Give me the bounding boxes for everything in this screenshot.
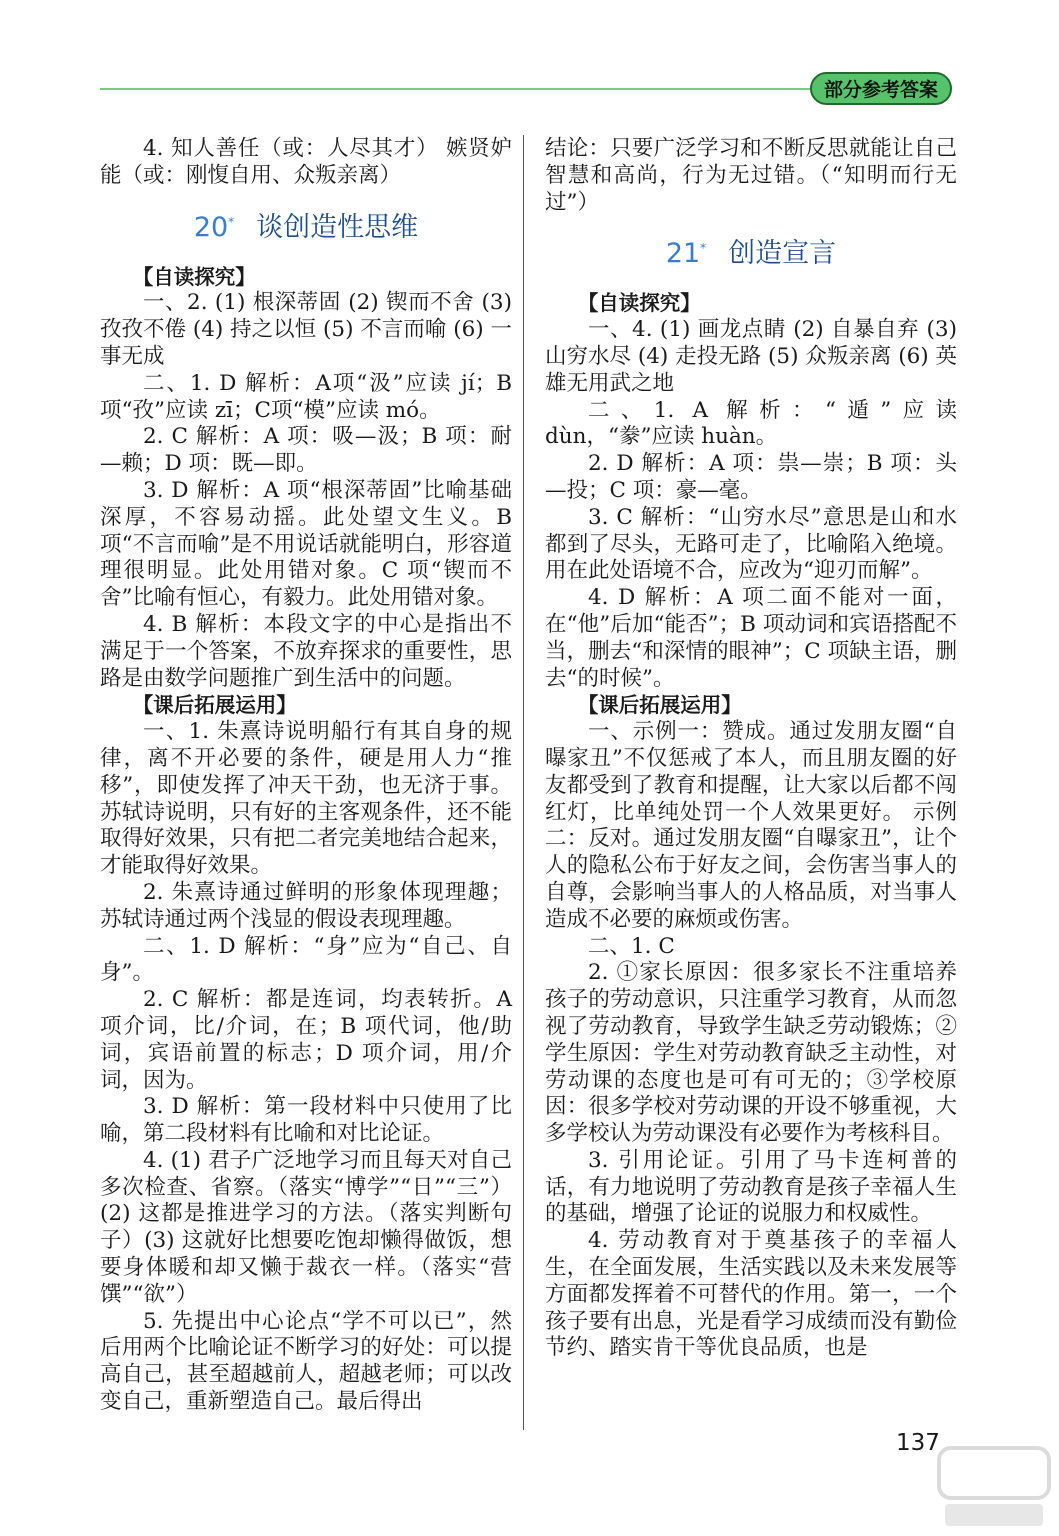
lesson-title: 谈创造性思维 — [256, 211, 419, 243]
lesson-number: 21 — [665, 238, 701, 270]
section-heading: 【自读探究】 — [577, 291, 701, 316]
lesson-title: 创造宣言 — [728, 238, 837, 270]
page-number: 137 — [896, 1430, 940, 1456]
header-rule — [100, 88, 812, 90]
answer-paragraph: 3. 引用论证。引用了马卡连柯普的话，有力地说明了劳动教育是孩子幸福人生的基础，增强了论证的说服力和权威性。 — [545, 1147, 957, 1227]
section-heading: 【课后拓展运用】 — [132, 693, 297, 718]
answer-paragraph: 2. D 解析：A 项：祟—崇；B 项：头—投；C 项：豪—毫。 — [545, 451, 957, 503]
section-heading: 【自读探究】 — [132, 264, 256, 289]
answer-paragraph: 2. C 解析：都是连词，均表转折。A 项介词，比/介词，在；B 项代词，他/助词，宾语前置的标志；D 项介词，用/介词，因为。 — [100, 987, 512, 1093]
watermark-logo — [935, 1442, 1053, 1532]
lesson-number: 20 — [193, 211, 229, 243]
answer-paragraph: 4. 知人善任（或：人尽其才） 嫉贤妒能（或：刚愎自用、众叛亲离） — [100, 136, 512, 188]
answer-paragraph: 4. B 解析：本段文字的中心是指出不满足于一个答案，不放弃探求的重要性，思路是由数学问题推广到生活中的问题。 — [100, 611, 512, 691]
answer-paragraph: 3. D 解析：第一段材料中只使用了比喻，第二段材料有比喻和对比论证。 — [100, 1094, 512, 1147]
answer-paragraph: 4. (1) 君子广泛地学习而且每天对自己多次检查、省察。（落实“博学”“日”“三”）(2) 这都是推进学习的方法。（落实判断句子）(3) 这就好比想要吃饱却懒得做饭，想要身体暖和却又懒于裁衣一样。（落实“营馔”“欲”） — [100, 1147, 512, 1307]
answer-paragraph: 二、1. A 解析：“遁”应读 dùn，“豢”应读 huàn。 — [545, 397, 957, 450]
section-heading: 【课后拓展运用】 — [577, 693, 742, 718]
answer-paragraph: 2. 朱熹诗通过鲜明的形象体现理趣；苏轼诗通过两个浅显的假设表现理趣。 — [100, 879, 512, 932]
answer-paragraph: 一、示例一：赞成。通过发朋友圈“自曝家丑”不仅惩戒了本人，而且朋友圈的好友都受到了教育和提醒，让大家以后都不闯红灯，比单纯处罚一个人效果更好。 示例二：反对。通过发朋友圈“自曝家丑”，让个人的隐私公布于好友之间，会伤害当事人的自尊，会影响当事人的人格品质，对当事人造成不必要的麻烦或伤害。 — [545, 719, 957, 932]
lesson-heading — [100, 204, 512, 246]
answer-paragraph: 二、1. C — [588, 933, 675, 959]
right-column — [545, 136, 957, 1362]
lesson-heading — [545, 230, 957, 272]
star-mark: * — [700, 241, 707, 256]
section-badge: 部分参考答案 — [810, 72, 952, 105]
answer-paragraph: 4. D 解析：A 项二面不能对一面，在“他”后加“能否”；B 项动词和宾语搭配不当，删去“和深情的眼神”；C 项缺主语，删去“的时候”。 — [545, 585, 957, 691]
star-mark: * — [228, 214, 235, 229]
answer-paragraph: 二、1. D 解析：“身”应为“自己、自身”。 — [100, 933, 512, 986]
answer-paragraph: 2. C 解析：A 项：吸—汲；B 项：耐—赖；D 项：既—即。 — [100, 424, 512, 477]
answer-paragraph: 3. C 解析：“山穷水尽”意思是山和水都到了尽头，无路可走了，比喻陷入绝境。用在此处语境不合，应改为“迎刃而解”。 — [545, 504, 957, 584]
left-column — [100, 136, 512, 1416]
answer-paragraph: 一、4. (1) 画龙点睛 (2) 自暴自弃 (3) 山穷水尽 (4) 走投无路 (5) 众叛亲离 (6) 英雄无用武之地 — [545, 317, 957, 396]
answer-paragraph: 一、2. (1) 根深蒂固 (2) 锲而不舍 (3) 孜孜不倦 (4) 持之以恒 (5) 不言而喻 (6) 一事无成 — [100, 290, 512, 369]
answer-paragraph: 一、1. 朱熹诗说明船行有其自身的规律，离不开必要的条件，硬是用人力“推移”，即使发挥了冲天干劲，也无济于事。苏轼诗说明，只有好的主客观条件，还不能取得好效果，只有把二者完美地结合起来，才能取得好效果。 — [100, 719, 512, 879]
answer-paragraph: 5. 先提出中心论点“学不可以已”，然后用两个比喻论证不断学习的好处：可以提高自己，甚至超越前人，超越老师；可以改变自己，重新塑造自己。最后得出 — [100, 1308, 512, 1415]
answer-paragraph: 二、1. D 解析：A项“汲”应读 jí；B项“孜”应读 zī；C项“模”应读 mó。 — [100, 370, 512, 423]
answer-paragraph: 结论：只要广泛学习和不断反思就能让自己智慧和高尚，行为无过错。（“知明而行无过”） — [545, 136, 957, 215]
column-divider — [523, 135, 524, 1430]
answer-paragraph: 4. 劳动教育对于奠基孩子的幸福人生，在全面发展，生活实践以及未来发展等方面都发挥着不可替代的作用。第一，一个孩子要有出息，光是看学习成绩而没有勤俭节约、踏实肯干等优良品质，也是 — [545, 1228, 957, 1361]
answer-paragraph: 2. ①家长原因：很多家长不注重培养孩子的劳动意识，只注重学习教育，从而忽视了劳动教育，导致学生缺乏劳动锻炼；②学生原因：学生对劳动教育缺乏主动性，对劳动课的态度也是可有可无的；③学校原因：很多学校对劳动课的开设不够重视，大多学校认为劳动课没有必要作为考核科目。 — [545, 960, 957, 1147]
answer-paragraph: 3. D 解析：A 项“根深蒂固”比喻基础深厚，不容易动摇。此处望文生义。B 项“不言而喻”是不用说话就能明白，形容道理很明显。此处用错对象。C 项“锲而不舍”比喻有恒心，有毅力。此处用错对象。 — [100, 477, 512, 611]
